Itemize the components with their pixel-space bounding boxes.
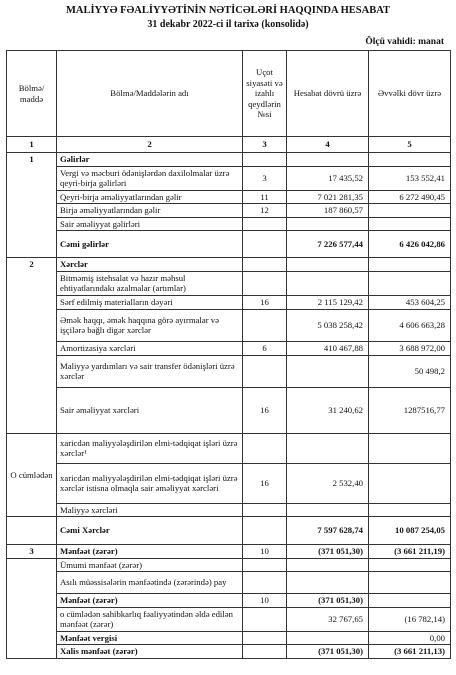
row-current	[287, 217, 369, 231]
row-current: 31 240,62	[287, 387, 369, 433]
row-previous: 153 552,41	[369, 166, 451, 190]
row-previous	[369, 572, 451, 594]
row-previous: 1287516,77	[369, 387, 451, 433]
row-note	[243, 558, 287, 572]
financial-results-table	[6, 50, 451, 659]
header-current: Hesabat dövrü üzrə	[287, 51, 369, 137]
header-note: Uçot siyasəti və izahlı qeydlərin №si	[243, 51, 287, 137]
table-row	[7, 433, 451, 463]
row-note: 3	[243, 166, 287, 190]
total-row	[7, 645, 451, 659]
row-previous	[369, 594, 451, 608]
table-row	[7, 204, 451, 218]
section-number: 1	[7, 153, 57, 258]
table-row	[7, 594, 451, 608]
row-previous	[369, 558, 451, 572]
row-name: Cəmi gəlirlər	[57, 231, 243, 258]
row-name: Mənfəət vergisi	[57, 631, 243, 645]
row-note	[243, 503, 287, 517]
row-previous	[369, 463, 451, 503]
row-name: Gəlirlər	[57, 153, 243, 167]
row-name: Cəmi Xərclər	[57, 517, 243, 545]
row-current	[287, 271, 369, 295]
row-note	[243, 153, 287, 167]
row-current: (371 051,30)	[287, 645, 369, 659]
row-current: 17 435,52	[287, 166, 369, 190]
row-previous	[369, 153, 451, 167]
row-name: Ümumi mənfəət (zərər)	[57, 558, 243, 572]
colnum: 3	[243, 137, 287, 153]
table-row	[7, 271, 451, 295]
row-name: o cümlədən sahibkarlıq fəaliyyətindən əldə edilən mənfəət (zərər)	[57, 607, 243, 631]
table-row	[7, 217, 451, 231]
table-row	[7, 341, 451, 355]
row-note	[243, 517, 287, 545]
row-current: 7 597 628,74	[287, 517, 369, 545]
row-previous: 50 498,2	[369, 355, 451, 387]
table-row	[7, 545, 451, 559]
table-row	[7, 387, 451, 433]
section-number: 3	[7, 545, 57, 559]
row-previous: (3 661 211,13)	[369, 645, 451, 659]
row-name: xaricdən maliyyələşdirilən elmi-tədqiqat işləri üzrə xərclər¹	[57, 433, 243, 463]
row-current: 5 038 258,42	[287, 309, 369, 341]
row-previous	[369, 271, 451, 295]
row-name: Sair əməliyyat xərcləri	[57, 387, 243, 433]
row-name: Maliyyə yardımları və sair transfer ödənişləri üzrə xərclər	[57, 355, 243, 387]
row-note: 6	[243, 341, 287, 355]
row-name: Mənfəət (zərər)	[57, 545, 243, 559]
table-row	[7, 463, 451, 503]
section-number: 2	[7, 258, 57, 434]
row-current	[287, 558, 369, 572]
report-subtitle: 31 dekabr 2022-ci il tarixə (konsolidə)	[147, 19, 309, 30]
row-name: Xərclər	[57, 258, 243, 272]
row-note: 16	[243, 295, 287, 309]
row-name: Amortizasiya xərcləri	[57, 341, 243, 355]
row-previous: 0,00	[369, 631, 451, 645]
row-name: Qeyri-birja əməliyyatlarından gəlir	[57, 190, 243, 204]
row-name: Mənfəət (zərər)	[57, 594, 243, 608]
row-name: Maliyyə xərcləri	[57, 503, 243, 517]
row-current	[287, 153, 369, 167]
row-previous	[369, 433, 451, 463]
row-current	[287, 433, 369, 463]
table-row	[7, 572, 451, 594]
row-current: 410 467,88	[287, 341, 369, 355]
table-row	[7, 607, 451, 631]
row-note	[243, 645, 287, 659]
table-row	[7, 295, 451, 309]
empty-cell	[7, 558, 57, 658]
row-previous: 453 604,25	[369, 295, 451, 309]
table-row	[7, 166, 451, 190]
row-note: 11	[243, 190, 287, 204]
colnum: 4	[287, 137, 369, 153]
table-row	[7, 258, 451, 272]
row-current: 187 860,57	[287, 204, 369, 218]
row-note: 16	[243, 387, 287, 433]
row-previous: (16 782,14)	[369, 607, 451, 631]
row-name: Sərf edilmiş materialların dəyəri	[57, 295, 243, 309]
row-note	[243, 572, 287, 594]
colnum: 5	[369, 137, 451, 153]
row-note	[243, 258, 287, 272]
row-note	[243, 631, 287, 645]
column-number-row	[7, 137, 451, 153]
row-current: 32 767,65	[287, 607, 369, 631]
header-name: Bölmə/Maddələrin adı	[57, 51, 243, 137]
row-current: (371 051,30)	[287, 545, 369, 559]
colnum: 1	[7, 137, 57, 153]
empty-cell	[7, 517, 57, 545]
header-row	[7, 51, 451, 137]
row-current	[287, 503, 369, 517]
row-previous: 6 426 042,86	[369, 231, 451, 258]
row-name: Xalis mənfəət (zərər)	[57, 645, 243, 659]
table-row	[7, 503, 451, 517]
row-current: 7 021 281,35	[287, 190, 369, 204]
row-previous: 3 688 972,00	[369, 341, 451, 355]
measurement-unit: Ölçü vahidi: manat	[365, 37, 444, 47]
row-previous	[369, 258, 451, 272]
row-previous	[369, 503, 451, 517]
row-note	[243, 231, 287, 258]
row-name: Sair əməliyyat gəlirləri	[57, 217, 243, 231]
row-name: Birja əməliyyatlarından gəlir	[57, 204, 243, 218]
o-cumleden-label: O cümlədən	[7, 433, 57, 517]
report-title: MALİYYƏ FƏALİYYƏTİNİN NƏTİCƏLƏRİ HAQQINDA HESABAT	[65, 5, 391, 16]
header-section: Bölmə/ maddə	[7, 51, 57, 137]
row-note	[243, 217, 287, 231]
row-note	[243, 309, 287, 341]
row-name: Bitməmiş istehsalat və hazır məhsul ehtiyatlarındakı azalmalar (artımlar)	[57, 271, 243, 295]
total-row	[7, 231, 451, 258]
row-note	[243, 355, 287, 387]
table-row	[7, 190, 451, 204]
table-row	[7, 355, 451, 387]
row-current	[287, 572, 369, 594]
row-current	[287, 355, 369, 387]
row-previous	[369, 217, 451, 231]
row-previous: 4 606 663,28	[369, 309, 451, 341]
row-previous	[369, 204, 451, 218]
row-name: Əmək haqqı, əmək haqqına görə ayırmalar və işçilərə bağlı digər xərclər	[57, 309, 243, 341]
row-name: Asılı müəssisələrin mənfəətində (zərərində) pay	[57, 572, 243, 594]
table-row	[7, 309, 451, 341]
row-note	[243, 271, 287, 295]
row-name: Vergi və məcburi ödənişlərdən daxilolmalar üzrə qeyri-birja gəlirləri	[57, 166, 243, 190]
row-previous: 10 087 254,05	[369, 517, 451, 545]
row-note: 10	[243, 594, 287, 608]
row-note	[243, 433, 287, 463]
total-row	[7, 517, 451, 545]
row-previous: (3 661 211,19)	[369, 545, 451, 559]
row-note	[243, 607, 287, 631]
table-row	[7, 631, 451, 645]
table-row	[7, 558, 451, 572]
row-note: 10	[243, 545, 287, 559]
row-current: 7 226 577,44	[287, 231, 369, 258]
row-current	[287, 631, 369, 645]
row-current: 2 115 129,42	[287, 295, 369, 309]
colnum: 2	[57, 137, 243, 153]
row-current: 2 532,40	[287, 463, 369, 503]
row-previous: 6 272 490,45	[369, 190, 451, 204]
row-note: 12	[243, 204, 287, 218]
row-current: (371 051,30)	[287, 594, 369, 608]
row-current	[287, 258, 369, 272]
table-row	[7, 153, 451, 167]
row-note: 16	[243, 463, 287, 503]
header-previous: Əvvəlki dövr üzrə	[369, 51, 451, 137]
row-name: xaricdən maliyyələşdirilən elmi-tədqiqat işləri üzrə xərclər istisna olmaqla sair əməliyyat xərcləri	[57, 463, 243, 503]
